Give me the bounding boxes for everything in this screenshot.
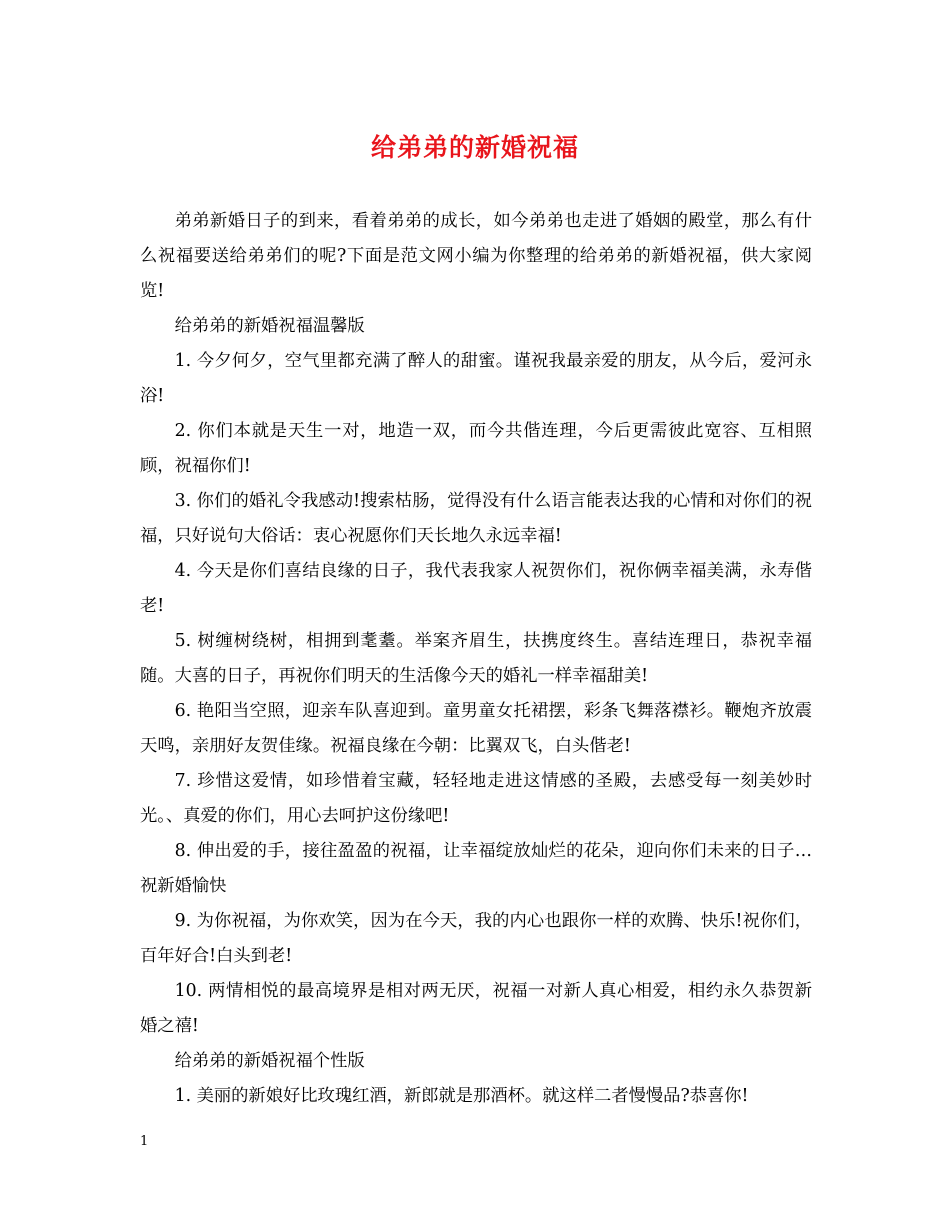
- document-body: [140, 204, 812, 1114]
- document-title: 给弟弟的新婚祝福: [370, 133, 579, 162]
- wish-item-1: 1. 今夕何夕，空气里都充满了醉人的甜蜜。谨祝我最亲爱的朋友，从今后，爱河永浴!: [140, 351, 812, 406]
- wish-item-4: 4. 今天是你们喜结良缘的日子，我代表我家人祝贺你们，祝你俩幸福美满，永寿偕老!: [140, 561, 812, 616]
- wish-item-2: 2. 你们本就是天生一对，地造一双，而今共偕连理，今后更需彼此宽容、互相照顾，祝福你们!: [140, 421, 812, 476]
- wish-item-7: 7. 珍惜这爱情，如珍惜着宝藏，轻轻地走进这情感的圣殿，去感受每一刻美妙时光。、真爱的你们，用心去呵护这份缘吧!: [140, 771, 812, 826]
- wish-item-8: 8. 伸出爱的手，接往盈盈的祝福，让幸福绽放灿烂的花朵，迎向你们未来的日子…祝新婚愉快: [140, 841, 812, 896]
- section-heading-personal: 给弟弟的新婚祝福个性版: [174, 1051, 365, 1071]
- personal-wish-item-1: 1. 美丽的新娘好比玫瑰红酒，新郎就是那酒杯。就这样二者慢慢品?恭喜你!: [174, 1086, 749, 1106]
- wish-item-5: 5. 树缠树绕树，相拥到耄耋。举案齐眉生，扶携度终生。喜结连理日，恭祝幸福随。大喜的日子，再祝你们明天的生活像今天的婚礼一样幸福甜美!: [140, 631, 812, 686]
- wish-item-10: 10. 两情相悦的最高境界是相对两无厌，祝福一对新人真心相爱，相约永久恭贺新婚之禧!: [140, 981, 812, 1036]
- wish-item-6: 6. 艳阳当空照，迎亲车队喜迎到。童男童女托裙摆，彩条飞舞落襟衫。鞭炮齐放震天鸣，亲朋好友贺佳缘。祝福良缘在今朝：比翼双飞，白头偕老!: [140, 701, 812, 756]
- wish-item-9: 9. 为你祝福，为你欢笑，因为在今天，我的内心也跟你一样的欢腾、快乐!祝你们，百年好合!白头到老!: [140, 911, 812, 966]
- intro-paragraph: 弟弟新婚日子的到来，看着弟弟的成长，如今弟弟也走进了婚姻的殿堂，那么有什么祝福要送给弟弟们的呢?下面是范文网小编为你整理的给弟弟的新婚祝福，供大家阅览!: [140, 211, 812, 301]
- wish-item-3: 3. 你们的婚礼令我感动!搜索枯肠，觉得没有什么语言能表达我的心情和对你们的祝福，只好说句大俗话：衷心祝愿你们天长地久永远幸福!: [140, 491, 812, 546]
- section-heading-warm: 给弟弟的新婚祝福温馨版: [174, 316, 365, 336]
- page-number: 1: [140, 1134, 149, 1149]
